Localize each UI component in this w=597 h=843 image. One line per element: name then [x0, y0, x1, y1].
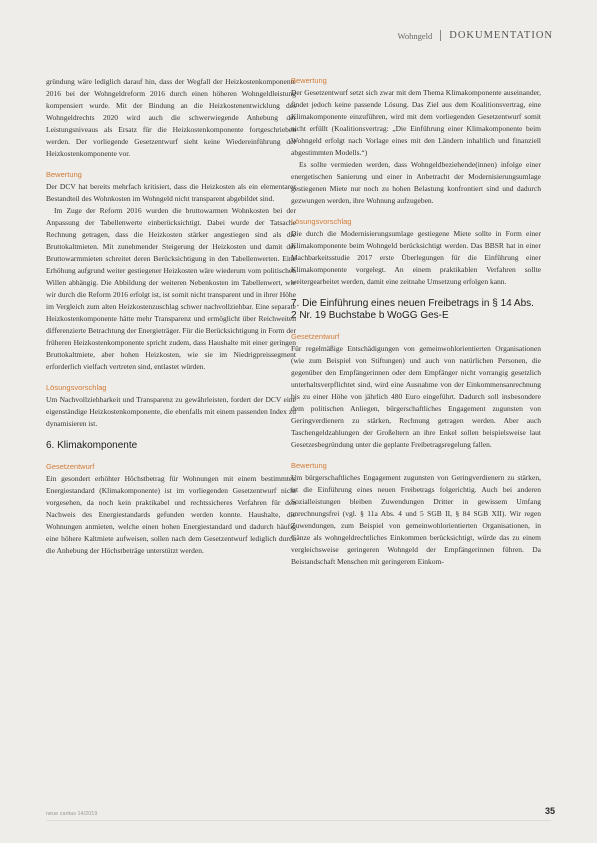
gesetzentwurf-paragraph: Für regelmäßige Entschädigungen von gemeinwohlorientierten Organisationen (wie zum Beispiel von Stiftungen) und auch von natürlichen Personen, die gegenüber den Empfängerinnen oder dem Empfänger nicht vorrangig gesetzlich unterhaltsverpflichtet sind, wird eine Ausnahme von der Einkommensanrechnung bis zu einer Höhe von jährlich 480 Euro eingeführt. Dadurch soll insbesondere dem politischen Anliegen, bürgerschaftliches Engagement zugunsten von Geringverdienern zu stärken, Rechnung getragen werden. Aber auch Taschengeldzahlungen der Großeltern an ihre Enkel sollen beispielsweise laut Gesetzesbegründung unter die geplante Freibetragsregelung fallen.: [291, 344, 541, 449]
loesungsvorschlag-paragraph: Um Nachvollziehbarkeit und Transparenz zu gewährleisten, fordert der DCV eine eigenständige Heizkostenkomponente, die ebenfalls mit einem passenden Index zu dynamisieren ist.: [46, 395, 296, 428]
header-divider: [440, 30, 441, 41]
section-heading: 6. Klimakomponente: [46, 440, 138, 451]
footer-divider: [46, 820, 551, 821]
running-header: [398, 30, 553, 41]
header-section: Wohngeld: [397, 30, 433, 41]
bewertung-label: Bewertung: [291, 461, 327, 470]
bewertung-paragraph: Im Zuge der Reform 2016 wurden die bruttowarmen Wohnkosten bei der Anpassung der Tabellenwerte einberücksichtigt. Dabei wurde der Tatsache Rechnung getragen, dass die Heizkosten stärker angestiegen sind als die Bruttokaltmieten. Mit zunehmender Steigerung der Heizkosten und damit der Bruttowarmmieten schreitet deren Berücksichtigung in den Tabellenwerten. Eine Erhöhung aufgrund weiter gestiegener Heizkosten wäre wiederum vom politischen Willen abhängig. Die Abbildung der weiteren Nebenkosten im Tabellenwert, wie wir durch die Reform 2016 erfolgt ist, ist somit nicht transparent und in ihrer Höhe im Vergleich zum alten Heizkostenzuschlag schwer nachvollziehbar. Eine separate Heizkostenkomponente hätte mehr Transparenz und ermöglicht über Reichweiten differenzierte Betrachtung der Energieträger. Für die Berücksichtigung in Form der früheren Heizkostenkomponente spricht zudem, dass Haushalte mit einer geringen Bruttokaltmiete, aber hohen Heizkosten, wie sie im Niedrigpreissegment erforderlich vielfach vertreten sind, entlastet würden.: [46, 206, 296, 371]
loesungsvorschlag-paragraph: Die durch die Modernisierungsumlage gestiegene Miete sollte in Form einer Klimakomponente beim Wohngeld berücksichtigt werden. Das BBSR hat in einer Machbarkeitsstudie 2017 erste Überlegungen für die Einführung einer Klimakomponente vorgelegt. An einem praktikablen Verfahren sollte weitergearbeitet werden, damit eine zeitnahe Umsetzung erfolgen kann.: [291, 229, 541, 286]
gesetzentwurf-paragraph: Ein gesondert erhöhter Höchstbetrag für Wohnungen mit einem bestimmten Energiestandard (Klimakomponente) ist im vorliegenden Gesetzentwurf nicht vorgesehen, da noch kein praktikabel und rechtssicheres Verfahren für den Nachweis des Energiestandards gefunden werden konnte. Haushalte, die Wohnungen anmieten, welche einen hohen Energiestandard und dadurch häufig eine höhere Kaltmiete aufweisen, sollen nach dem Gesetzentwurf lediglich durch die Anhebung der Höchstbeträge unterstützt werden.: [46, 474, 296, 555]
bewertung-paragraph: Um bürgerschaftliches Engagement zugunsten von Geringverdienern zu stärken, ist die Einführung eines neuen Freibetrags folgerichtig. Auch bei anderen Sozialleistungen bleiben Zuwendungen Dritter in gewissem Umfang anrechnungsfrei (vgl. § 11a Abs. 4 und 5 SGB II, § 84 SGB XII). Wir regen Zuwendungen, zum Beispiel von gemeinwohlorientierten Organisationen, in Gänze als wohngeldrechtliches Einkommen berücksichtigt, würde das zu einem vergleichsweise geringeren Wohngeld der Empfängerinnen führen. Da Beistandschaft Menschen mit geringerem Einkom-: [291, 473, 541, 566]
header-doc-label: DOKUMENTATION: [449, 30, 553, 41]
bewertung-paragraph: Der Gesetzentwurf setzt sich zwar mit dem Thema Klimakomponente auseinander, findet jedoch keine passende Lösung. Das Ziel aus dem Koalitionsvertrag, eine Klimakomponente einzuführen, wird mit dem vorliegenden Gesetzentwurf somit nicht erfüllt (Koalitionsvertrag: „Die Einführung einer Klimakomponente beim Wohngeld erfolgt nach Vorlage eines mit den Ländern inhaltlich und finanziell abgestimmten Modells.“): [291, 88, 541, 157]
bewertung-paragraph: Der DCV hat bereits mehrfach kritisiert, dass die Heizkosten als ein elementarer Bestandteil des Wohnkosten im Wohngeld nicht transparent abgebildet sind.: [46, 182, 296, 203]
gesetzentwurf-label: Gesetzentwurf: [291, 332, 340, 341]
right-column: [291, 76, 541, 568]
bewertung-label: Bewertung: [291, 76, 327, 85]
left-column: [46, 76, 296, 557]
gesetzentwurf-label: Gesetzentwurf: [46, 462, 95, 471]
loesungsvorschlag-label: Lösungsvorschlag: [291, 217, 352, 226]
intro-paragraph: gründung wäre lediglich darauf hin, dass der Wegfall der Heizkostenkomponente 2016 bei der Wohngeldreform 2016 durch einen höheren Wohngeldleistung kompensiert wurde. Mit der Bindung an die Heizkostenentwicklung des Wohngeldrechts 2020 wird auch die schwerwiegende Anhebung der Leistungsniveaus als Ersatz für die Heizkostenkomponente fortgeschrieben werden. Der vorliegende Gesetzentwurf sieht keine Wiedereinführung der Heizkostenkomponente vor.: [46, 77, 296, 158]
footer-source: neue caritas 14/2019: [46, 811, 98, 817]
loesungsvorschlag-label: Lösungsvorschlag: [46, 383, 107, 392]
bewertung-label: Bewertung: [46, 170, 82, 179]
bewertung-paragraph: Es sollte vermieden werden, dass Wohngeldbeziehende(innen) infolge einer energetischen Sanierung und einer in Anbetracht der Modernisierungsumlage gestiegenen Miete nur noch zu hohen Belastung konfrontiert sind und dadurch gezwungen werden, ihre Wohnung aufzugeben.: [291, 160, 541, 205]
section-heading: 7. Die Einführung eines neuen Freibetrags in § 14 Abs. 2 Nr. 19 Buchstabe b WoGG Ges-E: [291, 298, 534, 321]
page-number: 35: [544, 806, 555, 816]
